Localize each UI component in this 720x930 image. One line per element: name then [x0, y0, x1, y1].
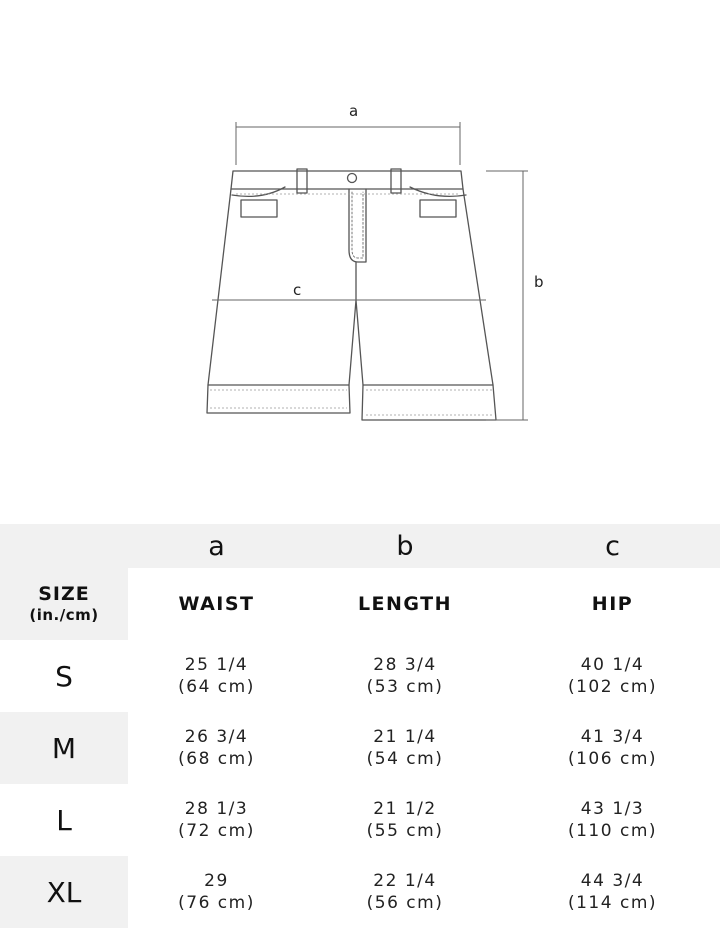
- column-letter-b: b: [305, 524, 505, 568]
- size-unit: (in./cm): [29, 606, 99, 624]
- size-chart-table: [0, 524, 720, 928]
- hip-cell: [505, 640, 720, 712]
- dimension-label-a: a: [349, 102, 359, 120]
- value-cm: (76 cm): [178, 893, 255, 913]
- value-cm: (64 cm): [178, 677, 255, 697]
- dimension-label-b: b: [534, 273, 544, 291]
- value-cm: (114 cm): [567, 893, 658, 913]
- value-inches: 28 3/4: [373, 655, 437, 675]
- value-inches: 41 3/4: [580, 727, 645, 747]
- value-cm: (55 cm): [366, 821, 444, 841]
- corner-cell: [0, 524, 128, 568]
- dimension-label-c: c: [293, 281, 302, 299]
- size-header: SIZE: [38, 583, 90, 605]
- column-letter-row: [0, 524, 720, 568]
- table-row: [0, 856, 720, 928]
- value-cm: (72 cm): [178, 821, 255, 841]
- value-inches: 22 1/4: [373, 871, 437, 891]
- length-cell: [305, 640, 505, 712]
- value-inches: 21 1/4: [373, 727, 437, 747]
- value-cm: (56 cm): [366, 893, 444, 913]
- value-cm: (53 cm): [366, 677, 444, 697]
- value-inches: 40 1/4: [580, 655, 645, 675]
- value-inches: 29: [204, 871, 229, 891]
- value-inches: 25 1/4: [184, 655, 249, 675]
- value-cm: (110 cm): [567, 821, 658, 841]
- value-inches: 44 3/4: [580, 871, 645, 891]
- value-inches: 43 1/3: [580, 799, 645, 819]
- hip-cell: [505, 856, 720, 928]
- header-hip: HIP: [505, 568, 720, 640]
- waist-cell: [128, 712, 305, 784]
- waist-cell: [128, 784, 305, 856]
- header-length: LENGTH: [305, 568, 505, 640]
- size-label: L: [0, 784, 128, 856]
- table-row: [0, 640, 720, 712]
- size-label: M: [0, 712, 128, 784]
- table-row: [0, 712, 720, 784]
- value-cm: (68 cm): [178, 749, 255, 769]
- header-waist: WAIST: [128, 568, 305, 640]
- hip-cell: [505, 784, 720, 856]
- length-cell: [305, 712, 505, 784]
- waist-cell: [128, 856, 305, 928]
- header-row: [0, 568, 720, 640]
- length-cell: [305, 784, 505, 856]
- size-header-cell: [0, 568, 128, 640]
- value-inches: 21 1/2: [373, 799, 437, 819]
- value-cm: (102 cm): [567, 677, 658, 697]
- table-row: [0, 784, 720, 856]
- size-label: XL: [0, 856, 128, 928]
- value-inches: 26 3/4: [184, 727, 249, 747]
- value-inches: 28 1/3: [184, 799, 249, 819]
- length-cell: [305, 856, 505, 928]
- value-cm: (106 cm): [567, 749, 658, 769]
- column-letter-c: c: [505, 524, 720, 568]
- hip-cell: [505, 712, 720, 784]
- column-letter-a: a: [128, 524, 305, 568]
- value-cm: (54 cm): [366, 749, 444, 769]
- waist-cell: [128, 640, 305, 712]
- size-label: S: [0, 640, 128, 712]
